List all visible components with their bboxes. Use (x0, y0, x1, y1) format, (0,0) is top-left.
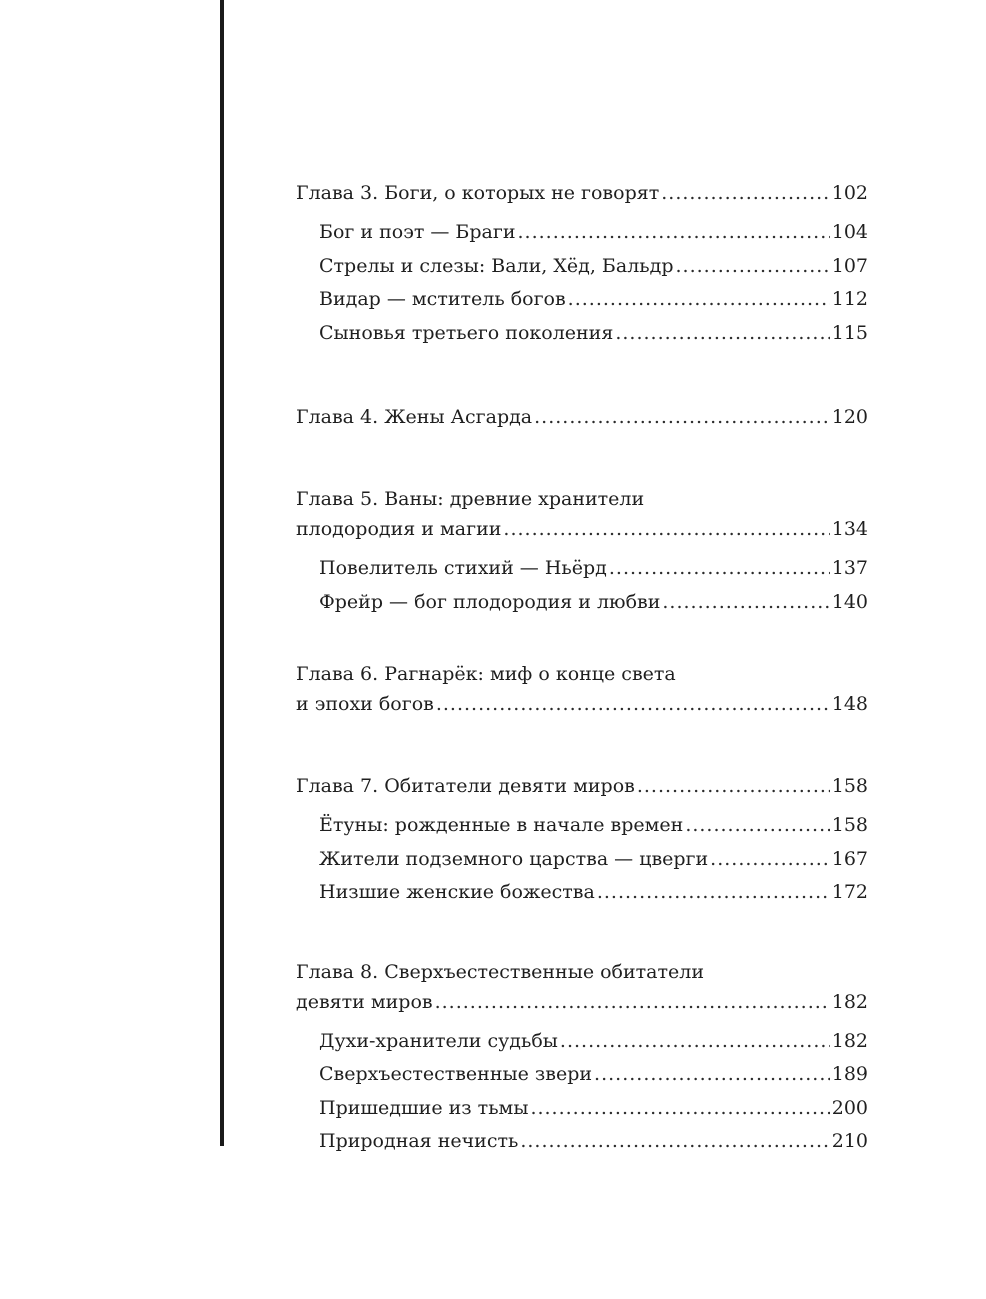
toc-chapter-entry[interactable] (296, 402, 868, 432)
table-of-contents (296, 178, 868, 1159)
leader-dots (534, 402, 830, 432)
chapter-title: плодородия и магии (296, 518, 502, 540)
chapter-5 (296, 484, 868, 619)
toc-section-entry[interactable] (296, 1058, 868, 1092)
toc-section-entry[interactable] (296, 317, 868, 351)
leader-dots (503, 514, 829, 544)
leader-dots (594, 1058, 830, 1091)
section-title: Повелитель стихий — Ньёрд (319, 557, 607, 579)
page-number: 104 (831, 221, 868, 243)
chapter-title: девяти миров (296, 990, 433, 1013)
toc-section-entry[interactable] (296, 1092, 868, 1126)
chapter-title-line[interactable]: Глава 6. Рагнарёк: миф о конце света (296, 663, 676, 685)
section-title: Низшие женские божества (319, 881, 595, 903)
page-number: 189 (831, 1063, 868, 1085)
margin-rule (220, 0, 224, 1146)
leader-dots (436, 689, 830, 719)
leader-dots (609, 552, 830, 585)
section-title: Сверхъестественные звери (319, 1063, 593, 1085)
toc-chapter-entry[interactable] (296, 771, 868, 801)
toc-section-entry[interactable] (296, 283, 868, 317)
section-title: Сыновья третьего поколения (319, 321, 614, 344)
chapter-4 (296, 402, 868, 432)
chapter-3 (296, 178, 868, 350)
toc-chapter-entry[interactable] (296, 178, 868, 208)
page-number: 148 (831, 693, 868, 715)
leader-dots (518, 216, 830, 249)
page-number: 182 (831, 1029, 868, 1052)
section-title: Ётуны: рожденные в начале времен (319, 814, 684, 836)
chapter-7 (296, 771, 868, 910)
chapter-6 (296, 659, 868, 719)
section-title: Видар — мститель богов (319, 288, 566, 310)
toc-section-entry[interactable] (296, 250, 868, 284)
leader-dots (435, 987, 830, 1017)
leader-dots (615, 317, 829, 350)
page-number: 112 (831, 288, 868, 310)
toc-chapter-entry[interactable] (296, 987, 868, 1017)
section-title: Фрейр — бог плодородия и любви (319, 590, 661, 613)
toc-section-entry[interactable] (296, 216, 868, 250)
page-number: 172 (831, 881, 868, 903)
chapter-8 (296, 957, 868, 1159)
section-title: Духи-хранители судьбы (319, 1029, 558, 1052)
toc-section-entry[interactable] (296, 552, 868, 586)
page-number: 210 (831, 1130, 868, 1152)
leader-dots (597, 876, 830, 909)
chapter-title: Глава 7. Обитатели девяти миров (296, 775, 635, 797)
section-title: Пришедшие из тьмы (319, 1096, 529, 1119)
page-number: 167 (831, 847, 868, 870)
page-number: 140 (831, 590, 868, 613)
toc-chapter-entry[interactable] (296, 689, 868, 719)
leader-dots (530, 1092, 829, 1125)
page-number: 134 (831, 518, 868, 540)
toc-section-entry[interactable] (296, 876, 868, 910)
leader-dots (710, 843, 830, 876)
chapter-title-line[interactable]: Глава 5. Ваны: древние хранители (296, 488, 645, 510)
page-number: 137 (831, 557, 868, 579)
chapter-title: Глава 3. Боги, о которых не говорят (296, 182, 660, 204)
toc-section-entry[interactable] (296, 843, 868, 877)
leader-dots (676, 250, 830, 283)
chapter-title: и эпохи богов (296, 693, 434, 715)
chapter-title-line[interactable]: Глава 8. Сверхъестественные обитатели (296, 960, 704, 983)
page-number: 158 (831, 775, 868, 797)
toc-section-entry[interactable] (296, 1025, 868, 1059)
leader-dots (662, 586, 829, 619)
chapter-title: Глава 4. Жены Асгарда (296, 406, 533, 428)
section-title: Природная нечисть (319, 1130, 519, 1152)
page-number: 182 (831, 990, 868, 1013)
section-title: Жители подземного царства — цверги (319, 847, 709, 870)
page-number: 102 (831, 182, 868, 204)
toc-section-entry[interactable] (296, 586, 868, 620)
page-number: 158 (831, 814, 868, 836)
page-number: 200 (831, 1096, 868, 1119)
section-title: Стрелы и слезы: Вали, Хёд, Бальдр (319, 254, 674, 277)
page-number: 107 (831, 254, 868, 277)
leader-dots (685, 809, 829, 842)
section-title: Бог и поэт — Браги (319, 221, 516, 243)
page-number: 120 (831, 406, 868, 428)
leader-dots (520, 1125, 829, 1158)
leader-dots (568, 283, 830, 316)
toc-section-entry[interactable] (296, 1125, 868, 1159)
toc-section-entry[interactable] (296, 809, 868, 843)
page-number: 115 (831, 321, 868, 344)
toc-chapter-entry[interactable] (296, 514, 868, 544)
leader-dots (560, 1025, 830, 1058)
leader-dots (661, 178, 830, 208)
leader-dots (637, 771, 830, 801)
